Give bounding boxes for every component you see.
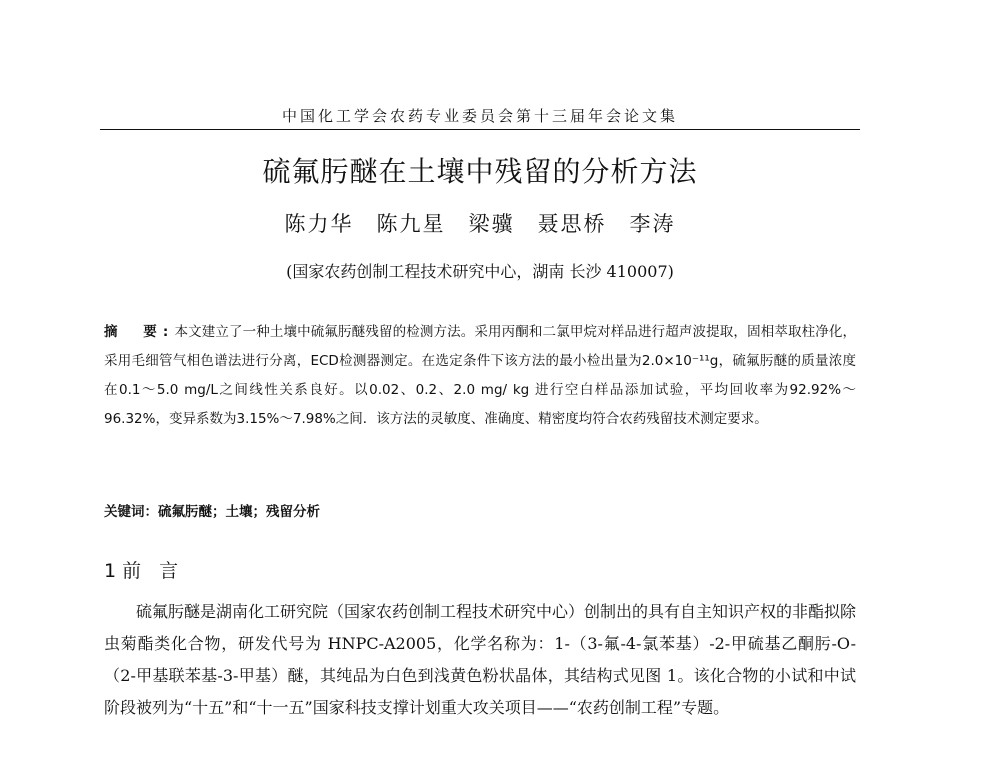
section-heading [104, 556, 196, 583]
abstract [104, 318, 856, 434]
keywords: 关键词：硫氟肟醚；土壤；残留分析 [104, 504, 320, 520]
affiliation: (国家农药创制工程技术研究中心，湖南 长沙 410007) [286, 262, 674, 281]
section-number: 1 [104, 560, 117, 582]
section-title: 前言 [122, 560, 197, 582]
author-list: 陈力华 陈九星 梁骥 聂思桥 李涛 [284, 212, 676, 236]
abstract-text: 本文建立了一种土壤中硫氟肟醚残留的检测方法。采用丙酮和二氯甲烷对样品进行超声波提取，固相萃取柱净化，采用毛细管气相色谱法进行分离，ECD检测器测定。在选定条件下该方法的最小检出量为2.0×10⁻¹¹g，硫氟肟醚的质量浓度在0.1～5.0 mg/L之间线性关系良好。以0.02、0.2、2.0 mg/ kg 进行空白样品添加试验，平均回收率为92.92%～96.32%，变异系数为3.15%～7.98%之间．该方法的灵敏度、准确度、精密度均符合农药残留技术测定要求。 [104, 324, 857, 427]
running-header: 中国化工学会农药专业委员会第十三届年会论文集 [281, 107, 678, 125]
paper-title: 硫氟肟醚在土壤中残留的分析方法 [262, 155, 698, 188]
abstract-label: 摘 要: [104, 324, 175, 340]
header-rule [100, 129, 860, 130]
body-paragraph: 硫氟肟醚是湖南化工研究院（国家农药创制工程技术研究中心）创制出的具有自主知识产权的非酯拟除虫菊酯类化合物，研发代号为 HNPC-A2005，化学名称为：1-（3-氟-4-氯苯基）-2-甲硫基乙酮肟-O-（2-甲基联苯基-3-甲基）醚，其纯品为白色到浅黄色粉状晶体，其结构式见图 1。该化合物的小试和中试阶段被列为“十五”和“十一五”国家科技支撑计划重大攻关项目——“农药创制工程”专题。 [104, 602, 857, 717]
